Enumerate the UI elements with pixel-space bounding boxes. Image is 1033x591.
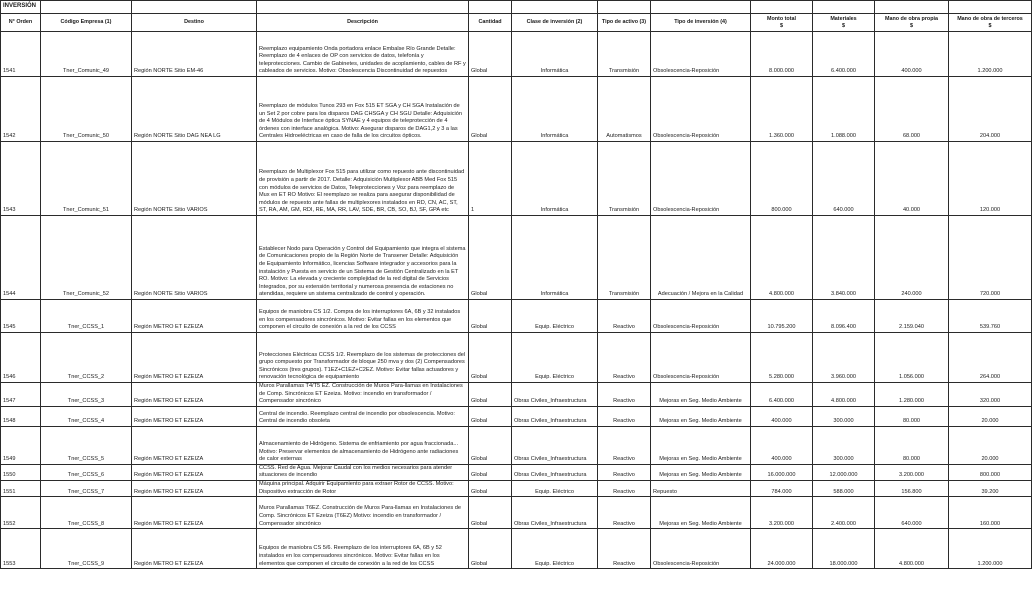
investment-type-cell[interactable]: Mejoras en Seg. Medio Ambiente — [651, 464, 751, 480]
column-header-label: Código Empresa (1) — [60, 19, 112, 25]
table-row[interactable] — [1, 383, 1032, 407]
investment-class-cell[interactable]: Obras Civiles_Infraestructura — [512, 497, 598, 529]
materials-cell[interactable]: 18.000.000 — [813, 529, 875, 569]
total-amount-cell[interactable]: 10.795.200 — [751, 300, 813, 333]
investment-type-cell[interactable]: Obsolescencia-Reposición — [651, 142, 751, 216]
own-labor-cell[interactable]: 1.056.000 — [875, 333, 949, 383]
destination-cell[interactable]: Región NORTE Sitio EM-46 — [132, 32, 257, 77]
company-code-cell[interactable]: Tner_CCSS_1 — [41, 300, 132, 333]
order-number-cell[interactable]: 1546 — [1, 333, 41, 383]
third-party-labor-cell[interactable]: 1.200.000 — [949, 32, 1032, 77]
own-labor-cell[interactable]: 80.000 — [875, 406, 949, 426]
column-header-label: Descripción — [347, 19, 378, 25]
investment-type-cell[interactable]: Repuesto — [651, 480, 751, 496]
third-party-labor-cell[interactable]: 39.200 — [949, 480, 1032, 496]
description-cell[interactable]: Máquina principal. Adquirir Equipamiento para extraer Rotor de CCSS. Motivo: Dispositivo extracción de Rotor — [257, 480, 469, 496]
total-amount-cell[interactable]: 400.000 — [751, 406, 813, 426]
investment-class-cell[interactable]: Equip. Eléctrico — [512, 333, 598, 383]
total-amount-cell[interactable]: 24.000.000 — [751, 529, 813, 569]
total-amount-cell[interactable]: 16.000.000 — [751, 464, 813, 480]
materials-cell[interactable]: 2.400.000 — [813, 497, 875, 529]
investment-type-cell[interactable]: Mejoras en Seg. Medio Ambiente — [651, 426, 751, 464]
own-labor-cell[interactable]: 156.800 — [875, 480, 949, 496]
column-header[interactable] — [1, 14, 41, 32]
quantity-cell[interactable]: Global — [469, 383, 512, 407]
company-code-cell[interactable]: Tner_Comunic_50 — [41, 77, 132, 142]
destination-cell[interactable]: Región NORTE Sitio VARIOS — [132, 142, 257, 216]
destination-cell[interactable]: Región METRO ET EZEIZA — [132, 300, 257, 333]
currency-symbol: $ — [988, 22, 992, 29]
third-party-labor-cell[interactable]: 204.000 — [949, 77, 1032, 142]
order-number-cell[interactable]: 1549 — [1, 426, 41, 464]
own-labor-cell[interactable]: 1.280.000 — [875, 383, 949, 407]
own-labor-cell[interactable]: 3.200.000 — [875, 464, 949, 480]
order-number-cell[interactable]: 1542 — [1, 77, 41, 142]
investment-type-cell[interactable]: Obsolescencia-Reposición — [651, 77, 751, 142]
investment-class-cell[interactable]: Obras Civiles_Infraestructura — [512, 426, 598, 464]
description-cell[interactable]: CCSS. Red de Agua. Mejorar Caudal con los medios necesarios para atender situaciones de incendio — [257, 464, 469, 480]
materials-cell[interactable]: 1.088.000 — [813, 77, 875, 142]
empty-cell[interactable] — [469, 1, 512, 14]
total-amount-cell[interactable]: 800.000 — [751, 142, 813, 216]
materials-cell[interactable]: 3.840.000 — [813, 216, 875, 300]
investment-class-cell[interactable]: Informática — [512, 216, 598, 300]
own-labor-cell[interactable]: 640.000 — [875, 497, 949, 529]
own-labor-cell[interactable]: 40.000 — [875, 142, 949, 216]
asset-type-cell[interactable]: Reactivo — [598, 464, 651, 480]
company-code-cell[interactable]: Tner_CCSS_2 — [41, 333, 132, 383]
table-row[interactable] — [1, 32, 1032, 77]
table-row[interactable] — [1, 426, 1032, 464]
asset-type-cell[interactable]: Reactivo — [598, 426, 651, 464]
quantity-cell[interactable]: Global — [469, 529, 512, 569]
table-row[interactable] — [1, 480, 1032, 496]
column-header[interactable] — [875, 14, 949, 32]
investment-type-cell[interactable]: Obsolescencia-Reposición — [651, 529, 751, 569]
total-amount-cell[interactable]: 784.000 — [751, 480, 813, 496]
third-party-labor-cell[interactable]: 320.000 — [949, 383, 1032, 407]
investment-type-cell[interactable]: Obsolescencia-Reposición — [651, 333, 751, 383]
order-number-cell[interactable]: 1551 — [1, 480, 41, 496]
description-cell[interactable]: Reemplazo de módulos Tunos 293 en Fox 515 ET SGA y CH SGA Instalación de un Set 2 por cobre para los disparos DAG CHSGA y CH SGU Detalle: Adquisición de 4 Módulos de Interface óptica SYNAE y 4 equipos de teleprotección de 4 órdenes con interface analógica. Motivo: Asegurar disparos de DAG1,2 y 3 a las Centrales Hidroeléctricas en caso de falla de los circuitos ópticos. — [257, 77, 469, 142]
asset-type-cell[interactable]: Reactivo — [598, 529, 651, 569]
investment-class-cell[interactable]: Equip. Eléctrico — [512, 300, 598, 333]
materials-cell[interactable]: 3.960.000 — [813, 333, 875, 383]
materials-cell[interactable]: 640.000 — [813, 142, 875, 216]
investment-type-cell[interactable]: Mejoras en Seg. Medio Ambiente — [651, 497, 751, 529]
investment-type-cell[interactable]: Obsolescencia-Reposición — [651, 32, 751, 77]
empty-cell[interactable] — [257, 1, 469, 14]
order-number-cell[interactable]: 1553 — [1, 529, 41, 569]
materials-cell[interactable]: 300.000 — [813, 406, 875, 426]
investment-class-cell[interactable]: Obras Civiles_Infraestructura — [512, 464, 598, 480]
column-header[interactable] — [132, 14, 257, 32]
table-row[interactable] — [1, 464, 1032, 480]
table-row[interactable] — [1, 406, 1032, 426]
description-cell[interactable]: Central de incendio. Reemplazo central de incendio por obsolescencia. Motivo: Central de incendio obsoleta — [257, 406, 469, 426]
description-cell[interactable]: Protecciones Eléctricas CCSS 1/2. Reemplazo de los sistemas de protecciones del grupo compuesto por Transformador de bloque 250 mva y dos (2) Compensadores Sincrónicos (tres grupos). T1EZ+C1EZ+C2EZ. Motivo: Evitar fallas actuadores y renovación tecnológica de equipamiento — [257, 333, 469, 383]
table-row[interactable] — [1, 529, 1032, 569]
asset-type-cell[interactable]: Transmisión — [598, 32, 651, 77]
empty-cell[interactable] — [813, 1, 875, 14]
third-party-labor-cell[interactable]: 120.000 — [949, 142, 1032, 216]
order-number-cell[interactable]: 1548 — [1, 406, 41, 426]
own-labor-cell[interactable]: 400.000 — [875, 32, 949, 77]
total-amount-cell[interactable]: 6.400.000 — [751, 383, 813, 407]
materials-cell[interactable]: 12.000.000 — [813, 464, 875, 480]
company-code-cell[interactable]: Tner_CCSS_3 — [41, 383, 132, 407]
own-labor-cell[interactable]: 2.159.040 — [875, 300, 949, 333]
empty-cell[interactable] — [598, 1, 651, 14]
order-number-cell[interactable]: 1552 — [1, 497, 41, 529]
total-amount-cell[interactable]: 400.000 — [751, 426, 813, 464]
asset-type-cell[interactable]: Transmisión — [598, 216, 651, 300]
destination-cell[interactable]: Región METRO ET EZEIZA — [132, 383, 257, 407]
investment-type-cell[interactable]: Obsolescencia-Reposición — [651, 300, 751, 333]
order-number-cell[interactable]: 1541 — [1, 32, 41, 77]
column-header[interactable] — [651, 14, 751, 32]
table-row[interactable] — [1, 216, 1032, 300]
empty-cell[interactable] — [949, 1, 1032, 14]
column-header-label: Tipo de inversión (4) — [674, 19, 727, 25]
investment-class-cell[interactable]: Informática — [512, 77, 598, 142]
third-party-labor-cell[interactable]: 800.000 — [949, 464, 1032, 480]
column-header-label: Cantidad — [478, 19, 502, 25]
empty-cell[interactable] — [132, 1, 257, 14]
materials-cell[interactable]: 6.400.000 — [813, 32, 875, 77]
description-cell[interactable]: Muros Parallamas T6EZ. Construcción de Muros Para-llamas en Instalaciones de Comp. Sincrónicos ET Ezeiza (T6EZ) Motivo: incendio en transformador / Compensador sincrónico — [257, 497, 469, 529]
third-party-labor-cell[interactable]: 539.760 — [949, 300, 1032, 333]
materials-cell[interactable]: 588.000 — [813, 480, 875, 496]
third-party-labor-cell[interactable]: 20.000 — [949, 426, 1032, 464]
quantity-cell[interactable]: Global — [469, 406, 512, 426]
own-labor-cell[interactable]: 4.800.000 — [875, 529, 949, 569]
destination-cell[interactable]: Región METRO ET EZEIZA — [132, 406, 257, 426]
total-amount-cell[interactable]: 1.360.000 — [751, 77, 813, 142]
investment-type-cell[interactable]: Mejoras en Seg. Medio Ambiente — [651, 406, 751, 426]
company-code-cell[interactable]: Tner_CCSS_6 — [41, 464, 132, 480]
column-header-label: Monto total — [766, 15, 797, 22]
column-header[interactable] — [41, 14, 132, 32]
column-header[interactable] — [813, 14, 875, 32]
quantity-cell[interactable]: Global — [469, 32, 512, 77]
destination-cell[interactable]: Región METRO ET EZEIZA — [132, 497, 257, 529]
investment-class-cell[interactable]: Informática — [512, 142, 598, 216]
destination-cell[interactable]: Región METRO ET EZEIZA — [132, 464, 257, 480]
column-header[interactable] — [949, 14, 1032, 32]
description-cell[interactable]: Reemplazo equipamiento Onda portadora enlace Embalse Río Grande Detalle: Reemplazo de 4 enlaces de OP con servicios de datos, telefonía y teleprotecciones. Cambio de Gabinetes, unidades de acoplamiento, cables de RF y cableados de servicios. Motivo: Obsolescencia Discontinuidad de repuestos — [257, 32, 469, 77]
table-row[interactable] — [1, 333, 1032, 383]
third-party-labor-cell[interactable]: 264.000 — [949, 333, 1032, 383]
quantity-cell[interactable]: Global — [469, 464, 512, 480]
destination-cell[interactable]: Región METRO ET EZEIZA — [132, 333, 257, 383]
empty-cell[interactable] — [651, 1, 751, 14]
sheet-title[interactable]: INVERSIÓN — [1, 1, 41, 14]
asset-type-cell[interactable]: Reactivo — [598, 333, 651, 383]
column-header-label: N° Orden — [8, 19, 33, 25]
investment-class-cell[interactable]: Obras Civiles_Infraestructura — [512, 406, 598, 426]
column-header[interactable] — [469, 14, 512, 32]
column-header[interactable] — [751, 14, 813, 32]
own-labor-cell[interactable]: 68.000 — [875, 77, 949, 142]
investment-class-cell[interactable]: Equip. Eléctrico — [512, 480, 598, 496]
table-row[interactable] — [1, 300, 1032, 333]
column-header-label: Mano de obra propia — [884, 15, 938, 22]
table-row[interactable] — [1, 497, 1032, 529]
investment-class-cell[interactable]: Obras Civiles_Infraestructura — [512, 383, 598, 407]
column-header-label: Mano de obra de terceros — [957, 15, 1023, 22]
empty-cell[interactable] — [875, 1, 949, 14]
investment-type-cell[interactable]: Mejoras en Seg. Medio Ambiente — [651, 383, 751, 407]
third-party-labor-cell[interactable]: 20.000 — [949, 406, 1032, 426]
description-cell[interactable]: Equipos de maniobra CS 1/2. Compra de los interruptores 6A, 6B y 32 instalados en los compensadores sincrónicos. Motivo: Evitar fallas en los elementos que componen el circuito de conexión a la red de los CCSS — [257, 300, 469, 333]
quantity-cell[interactable]: Global — [469, 480, 512, 496]
quantity-cell[interactable]: Global — [469, 333, 512, 383]
company-code-cell[interactable]: Tner_CCSS_5 — [41, 426, 132, 464]
currency-symbol: $ — [780, 22, 783, 29]
column-header-label: Materiales — [830, 15, 857, 22]
title-row — [1, 1, 1032, 14]
destination-cell[interactable]: Región METRO ET EZEIZA — [132, 529, 257, 569]
column-header[interactable] — [257, 14, 469, 32]
investment-type-cell[interactable]: Adecuación / Mejora en la Calidad — [651, 216, 751, 300]
own-labor-cell[interactable]: 240.000 — [875, 216, 949, 300]
company-code-cell[interactable]: Tner_Comunic_52 — [41, 216, 132, 300]
header-row — [1, 14, 1032, 32]
order-number-cell[interactable]: 1547 — [1, 383, 41, 407]
order-number-cell[interactable]: 1543 — [1, 142, 41, 216]
currency-symbol: $ — [910, 22, 913, 29]
column-header[interactable] — [598, 14, 651, 32]
column-header-label: Tipo de activo (3) — [601, 19, 647, 25]
description-cell[interactable]: Reemplazo de Multiplexor Fox 515 para utilizar como repuesto ante discontinuidad de provisión a partir de 2017. Detalle: Adquisición Multiplexor ABB Med Fox 515 con módulos de servicios de Datos, Teleprotecciones y Voz para reemplazo de Mux en ET RO Motivo: El reemplazo se realiza para asegurar disponibilidad de módulos de repuesto ante fallas de multiplexores instalados en RD, CN, AC, ST, ST, RA, AM, GM, RDI, RE, MA, RR, LAV, SDE, BR, CB, SO, BJ, SF, GPA etc — [257, 142, 469, 216]
empty-cell[interactable] — [751, 1, 813, 14]
table-row[interactable] — [1, 77, 1032, 142]
order-number-cell[interactable]: 1544 — [1, 216, 41, 300]
company-code-cell[interactable]: Tner_CCSS_7 — [41, 480, 132, 496]
description-cell[interactable]: Equipos de maniobra CS 5/6. Reemplazo de los interruptores 6A, 6B y 52 instalados en los compensadores sincrónicos. Motivo: Evitar fallas en los elementos que componen el circuito de conexión a la red de los CCSS — [257, 529, 469, 569]
empty-cell[interactable] — [41, 1, 132, 14]
destination-cell[interactable]: Región NORTE Sitio DAG NEA LG — [132, 77, 257, 142]
asset-type-cell[interactable]: Reactivo — [598, 300, 651, 333]
company-code-cell[interactable]: Tner_CCSS_9 — [41, 529, 132, 569]
quantity-cell[interactable]: 1 — [469, 142, 512, 216]
asset-type-cell[interactable]: Reactivo — [598, 480, 651, 496]
materials-cell[interactable]: 300.000 — [813, 426, 875, 464]
description-cell[interactable]: Establecer Nodo para Operación y Control del Equipamiento que integra el sistema de Comunicaciones propio de la Región Norte de Transener Detalle: Adquisición de Equipamiento Informático, licencias Software integrador y accesorios para la instalación y Puesta en servicio de un Sistema de Gestión Centralizado en la ET RO. Motivo: La elevada y creciente complejidad de la red digital de Servicios Integrados, por su extensión territorial y numerosa presencia de estaciones no atendidas, requiere un sistema centralizado de control y operación. — [257, 216, 469, 300]
asset-type-cell[interactable]: Reactivo — [598, 497, 651, 529]
asset-type-cell[interactable]: Reactivo — [598, 406, 651, 426]
own-labor-cell[interactable]: 80.000 — [875, 426, 949, 464]
empty-cell[interactable] — [512, 1, 598, 14]
table-row[interactable] — [1, 142, 1032, 216]
column-header-label: Clase de inversión (2) — [526, 19, 583, 25]
destination-cell[interactable]: Región METRO ET EZEIZA — [132, 480, 257, 496]
third-party-labor-cell[interactable]: 160.000 — [949, 497, 1032, 529]
materials-cell[interactable]: 8.096.400 — [813, 300, 875, 333]
company-code-cell[interactable]: Tner_Comunic_51 — [41, 142, 132, 216]
quantity-cell[interactable]: Global — [469, 426, 512, 464]
destination-cell[interactable]: Región NORTE Sitio VARIOS — [132, 216, 257, 300]
total-amount-cell[interactable]: 8.000.000 — [751, 32, 813, 77]
company-code-cell[interactable]: Tner_CCSS_4 — [41, 406, 132, 426]
column-header[interactable] — [512, 14, 598, 32]
company-code-cell[interactable]: Tner_Comunic_49 — [41, 32, 132, 77]
destination-cell[interactable]: Región METRO ET EZEIZA — [132, 426, 257, 464]
third-party-labor-cell[interactable]: 1.200.000 — [949, 529, 1032, 569]
total-amount-cell[interactable]: 3.200.000 — [751, 497, 813, 529]
quantity-cell[interactable]: Global — [469, 300, 512, 333]
third-party-labor-cell[interactable]: 720.000 — [949, 216, 1032, 300]
currency-symbol: $ — [842, 22, 845, 29]
description-cell[interactable]: Almacenamiento de Hidrógeno. Sistema de enfriamiento por agua fraccionada... Motivo: Preservar elementos de almacenamiento de Hidrógeno ante radiaciones de calor externas — [257, 426, 469, 464]
description-cell[interactable]: Muros Parallamas T4/T5 EZ. Construcción de Muros Para-llamas en Instalaciones de Comp. Sincrónicos ET Ezeiza. Motivo: incendio en transformador / Compensador sincrónico — [257, 383, 469, 407]
column-header-label: Destino — [184, 19, 204, 25]
materials-cell[interactable]: 4.800.000 — [813, 383, 875, 407]
quantity-cell[interactable]: Global — [469, 77, 512, 142]
quantity-cell[interactable]: Global — [469, 216, 512, 300]
company-code-cell[interactable]: Tner_CCSS_8 — [41, 497, 132, 529]
order-number-cell[interactable]: 1550 — [1, 464, 41, 480]
total-amount-cell[interactable]: 5.280.000 — [751, 333, 813, 383]
asset-type-cell[interactable]: Transmisión — [598, 142, 651, 216]
order-number-cell[interactable]: 1545 — [1, 300, 41, 333]
quantity-cell[interactable]: Global — [469, 497, 512, 529]
total-amount-cell[interactable]: 4.800.000 — [751, 216, 813, 300]
asset-type-cell[interactable]: Reactivo — [598, 383, 651, 407]
investment-class-cell[interactable]: Informática — [512, 32, 598, 77]
asset-type-cell[interactable]: Automatismos — [598, 77, 651, 142]
investment-class-cell[interactable]: Equip. Eléctrico — [512, 529, 598, 569]
